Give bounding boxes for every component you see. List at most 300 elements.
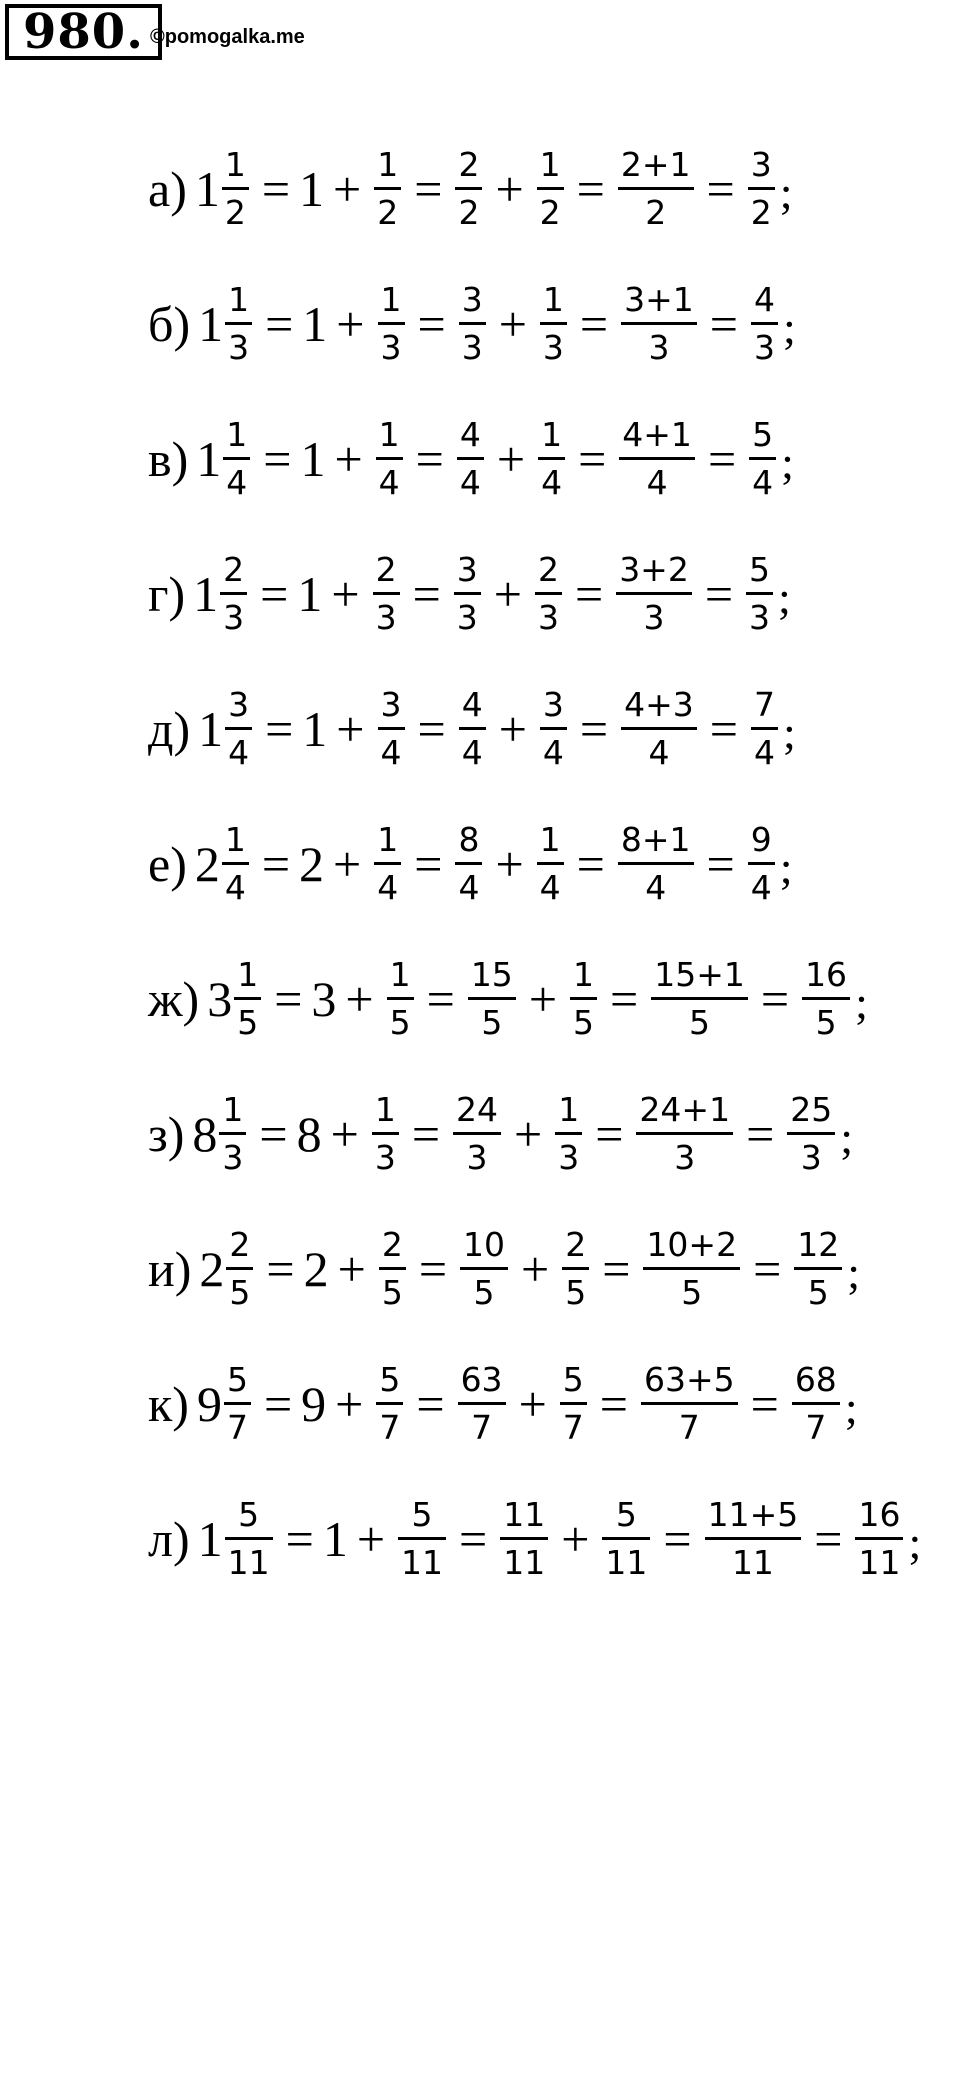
fraction	[378, 280, 405, 367]
plus-sign: +	[495, 160, 524, 217]
plus-sign: +	[345, 970, 374, 1027]
equation-row	[148, 1225, 861, 1312]
equals-sign: =	[459, 1510, 488, 1567]
equals-sign: =	[263, 430, 292, 487]
numerator: 15	[470, 955, 513, 994]
numerator: 3	[461, 280, 483, 319]
equals-sign: =	[750, 1375, 779, 1432]
fraction	[748, 820, 775, 907]
denominator: 7	[562, 1408, 584, 1447]
denominator: 2	[224, 193, 246, 232]
fraction	[618, 820, 694, 907]
equals-sign: =	[426, 970, 455, 1027]
whole-part: 1	[193, 565, 219, 622]
denominator: 4	[378, 463, 400, 502]
equals-sign: =	[261, 835, 291, 892]
denominator: 4	[377, 868, 399, 907]
plus-sign: +	[336, 295, 365, 352]
denominator: 5	[815, 1003, 837, 1042]
denominator: 3	[466, 1138, 488, 1177]
fraction	[602, 1495, 650, 1582]
item-label: а)	[148, 160, 187, 217]
numerator: 1	[558, 1090, 580, 1129]
fraction	[222, 820, 249, 907]
fraction	[621, 280, 697, 367]
plus-sign: +	[331, 565, 360, 622]
numerator: 24+1	[639, 1090, 731, 1129]
equals-sign: =	[595, 1105, 624, 1162]
fraction	[751, 280, 778, 367]
denominator: 3	[228, 328, 250, 367]
fraction	[787, 1090, 835, 1177]
whole-part: 1	[299, 160, 325, 217]
item-label: ж)	[148, 970, 200, 1027]
denominator: 4	[458, 868, 480, 907]
denominator: 11	[731, 1543, 774, 1582]
denominator: 3	[558, 1138, 580, 1177]
fraction	[374, 145, 401, 232]
fraction	[802, 955, 850, 1042]
whole-part: 3	[207, 970, 233, 1027]
whole-part: 1	[297, 565, 323, 622]
whole-part: 8	[192, 1105, 218, 1162]
numerator: 5	[238, 1495, 260, 1534]
denominator: 2	[539, 193, 561, 232]
equals-sign: =	[709, 295, 738, 352]
fraction	[223, 415, 250, 502]
fraction	[225, 685, 252, 772]
fraction	[570, 955, 597, 1042]
whole-part: 2	[299, 835, 325, 892]
equals-sign: =	[707, 430, 737, 487]
fraction	[540, 280, 567, 367]
numerator: 10+2	[646, 1225, 738, 1264]
plus-sign: +	[498, 295, 527, 352]
mixed-number	[194, 145, 253, 232]
fraction	[535, 550, 562, 637]
denominator: 2	[750, 193, 772, 232]
equals-sign: =	[285, 1510, 314, 1567]
fraction	[398, 1495, 446, 1582]
equation-row	[148, 550, 791, 637]
numerator: 1	[539, 820, 561, 859]
numerator: 1	[224, 145, 246, 184]
item-label: б)	[148, 295, 191, 352]
denominator: 11	[401, 1543, 444, 1582]
mixed-number	[194, 820, 253, 907]
semicolon: ;	[782, 301, 796, 353]
whole-part: 1	[302, 295, 328, 352]
plus-sign: +	[333, 835, 362, 892]
equals-sign: =	[265, 295, 294, 352]
semicolon: ;	[908, 1516, 922, 1568]
numerator: 1	[389, 955, 411, 994]
equals-sign: =	[412, 565, 441, 622]
plus-sign: +	[561, 1510, 590, 1567]
fraction	[792, 1360, 840, 1447]
denominator: 3	[749, 598, 771, 637]
plus-sign: +	[495, 835, 524, 892]
numerator: 4+3	[624, 685, 694, 724]
plus-sign: +	[330, 1105, 359, 1162]
denominator: 5	[473, 1273, 495, 1312]
equals-sign: =	[746, 1105, 775, 1162]
fraction	[234, 955, 261, 1042]
mixed-number	[196, 415, 254, 502]
fraction	[453, 1090, 501, 1177]
semicolon: ;	[779, 841, 793, 893]
denominator: 7	[805, 1408, 827, 1447]
denominator: 4	[226, 463, 248, 502]
equals-sign: =	[576, 160, 605, 217]
equation-row	[148, 415, 794, 502]
whole-part: 1	[300, 430, 326, 487]
fraction	[619, 415, 695, 502]
semicolon: ;	[781, 436, 794, 488]
fraction	[220, 550, 247, 637]
fraction	[560, 1360, 587, 1447]
denominator: 3	[643, 598, 665, 637]
whole-part: 3	[311, 970, 337, 1027]
numerator: 3	[456, 550, 478, 589]
whole-part: 1	[322, 1510, 348, 1567]
numerator: 2	[229, 1225, 251, 1264]
mixed-number	[198, 685, 256, 772]
numerator: 63+5	[643, 1360, 735, 1399]
equals-sign: =	[663, 1510, 692, 1567]
numerator: 3	[750, 145, 772, 184]
equals-sign: =	[266, 1240, 295, 1297]
numerator: 9	[750, 820, 772, 859]
numerator: 3	[228, 685, 250, 724]
denominator: 3	[542, 328, 564, 367]
numerator: 1	[377, 145, 399, 184]
numerator: 5	[379, 1360, 401, 1399]
equals-sign: =	[414, 160, 443, 217]
numerator: 1	[237, 955, 259, 994]
fraction	[621, 685, 697, 772]
fraction	[555, 1090, 582, 1177]
equation-row	[148, 820, 793, 907]
fraction	[705, 1495, 802, 1582]
numerator: 5	[752, 415, 774, 454]
plus-sign: +	[521, 1240, 550, 1297]
item-label: в)	[148, 430, 189, 487]
numerator: 25	[790, 1090, 833, 1129]
whole-part: 1	[198, 700, 224, 757]
denominator: 3	[380, 328, 402, 367]
plus-sign: +	[493, 565, 522, 622]
numerator: 7	[753, 685, 775, 724]
fraction	[376, 415, 403, 502]
plus-sign: +	[498, 700, 527, 757]
numerator: 4+1	[622, 415, 692, 454]
equals-sign: =	[760, 970, 790, 1027]
numerator: 3+1	[624, 280, 694, 319]
denominator: 3	[753, 328, 775, 367]
numerator: 1	[378, 415, 400, 454]
fraction	[641, 1360, 738, 1447]
numerator: 1	[542, 280, 564, 319]
numerator: 5	[226, 1360, 248, 1399]
numerator: 68	[794, 1360, 837, 1399]
fraction	[748, 145, 775, 232]
plus-sign: +	[336, 700, 365, 757]
denominator: 4	[461, 733, 483, 772]
fraction	[222, 145, 249, 232]
fraction	[379, 1225, 406, 1312]
mixed-number	[198, 280, 256, 367]
denominator: 7	[379, 1408, 401, 1447]
denominator: 11	[858, 1543, 901, 1582]
numerator: 2	[565, 1225, 587, 1264]
whole-part: 9	[301, 1375, 327, 1432]
fraction	[562, 1225, 589, 1312]
fraction	[855, 1495, 903, 1582]
equals-sign: =	[602, 1240, 631, 1297]
numerator: 1	[374, 1090, 396, 1129]
semicolon: ;	[855, 976, 868, 1028]
whole-part: 1	[198, 295, 224, 352]
equation-row	[148, 1090, 854, 1177]
fraction	[643, 1225, 740, 1312]
equation-row	[148, 1495, 922, 1582]
numerator: 1	[380, 280, 402, 319]
denominator: 5	[681, 1273, 703, 1312]
numerator: 4	[459, 415, 481, 454]
mixed-number	[199, 1225, 257, 1312]
fraction	[378, 685, 405, 772]
fraction	[651, 955, 748, 1042]
whole-part: 2	[303, 1240, 329, 1297]
denominator: 4	[752, 463, 774, 502]
denominator: 7	[678, 1408, 700, 1447]
equals-sign: =	[578, 430, 607, 487]
equals-sign: =	[274, 970, 303, 1027]
equals-sign: =	[814, 1510, 843, 1567]
denominator: 4	[648, 733, 670, 772]
denominator: 5	[381, 1273, 403, 1312]
equals-sign: =	[415, 430, 444, 487]
denominator: 3	[374, 1138, 396, 1177]
numerator: 12	[797, 1225, 840, 1264]
semicolon: ;	[782, 706, 796, 758]
numerator: 3	[380, 685, 402, 724]
denominator: 2	[645, 193, 667, 232]
item-label: е)	[148, 835, 187, 892]
equation-row	[148, 1360, 858, 1447]
denominator: 3	[648, 328, 670, 367]
fraction	[618, 145, 694, 232]
numerator: 2	[375, 550, 397, 589]
fraction	[225, 280, 252, 367]
mixed-number	[196, 1360, 255, 1447]
numerator: 16	[805, 955, 848, 994]
equals-sign: =	[599, 1375, 628, 1432]
equals-sign: =	[416, 1375, 445, 1432]
equals-sign: =	[417, 295, 446, 352]
plus-sign: +	[514, 1105, 543, 1162]
numerator: 1	[222, 1090, 244, 1129]
denominator: 11	[227, 1543, 270, 1582]
numerator: 3+2	[619, 550, 689, 589]
equals-sign: =	[259, 1105, 288, 1162]
numerator: 8+1	[620, 820, 691, 859]
denominator: 2	[377, 193, 399, 232]
fraction	[458, 1360, 506, 1447]
equals-sign: =	[579, 700, 609, 757]
denominator: 4	[542, 733, 564, 772]
fraction	[538, 415, 565, 502]
numerator: 16	[858, 1495, 901, 1534]
equation-row	[148, 145, 793, 232]
numerator: 5	[562, 1360, 584, 1399]
fraction	[749, 415, 776, 502]
denominator: 4	[539, 868, 561, 907]
item-label: з)	[148, 1105, 185, 1162]
numerator: 1	[539, 145, 561, 184]
equals-sign: =	[579, 295, 609, 352]
equals-sign: =	[574, 565, 604, 622]
fraction	[537, 145, 564, 232]
numerator: 2+1	[620, 145, 691, 184]
semicolon: ;	[844, 1381, 858, 1433]
denominator: 3	[223, 598, 245, 637]
denominator: 4	[224, 868, 246, 907]
plus-sign: +	[334, 430, 363, 487]
denominator: 3	[456, 598, 478, 637]
denominator: 4	[645, 868, 667, 907]
fraction	[459, 685, 486, 772]
plus-sign: +	[518, 1375, 547, 1432]
denominator: 3	[800, 1138, 822, 1177]
plus-sign: +	[496, 430, 526, 487]
whole-part: 9	[196, 1375, 222, 1432]
plus-sign: +	[528, 970, 558, 1027]
semicolon: ;	[840, 1111, 854, 1163]
fraction	[459, 280, 486, 367]
mixed-number	[193, 550, 251, 637]
denominator: 5	[689, 1003, 711, 1042]
denominator: 3	[222, 1138, 244, 1177]
denominator: 3	[461, 328, 483, 367]
fraction	[387, 955, 414, 1042]
numerator: 5	[749, 550, 771, 589]
fraction	[219, 1090, 246, 1177]
numerator: 15+1	[654, 955, 745, 994]
numerator: 2	[537, 550, 559, 589]
numerator: 1	[573, 955, 595, 994]
numerator: 11+5	[707, 1495, 799, 1534]
semicolon: ;	[847, 1246, 861, 1298]
denominator: 4	[459, 463, 481, 502]
numerator: 8	[458, 820, 480, 859]
denominator: 3	[537, 598, 559, 637]
numerator: 4	[461, 685, 483, 724]
equation-row	[148, 685, 796, 772]
fraction	[226, 1225, 253, 1312]
denominator: 5	[237, 1003, 259, 1042]
denominator: 4	[646, 463, 668, 502]
equals-sign: =	[706, 160, 735, 217]
numerator: 2	[223, 550, 245, 589]
denominator: 11	[503, 1543, 546, 1582]
numerator: 3	[542, 685, 564, 724]
whole-part: 1	[196, 430, 222, 487]
fraction	[374, 820, 401, 907]
denominator: 4	[753, 733, 775, 772]
equals-sign: =	[260, 565, 289, 622]
denominator: 7	[226, 1408, 248, 1447]
denominator: 7	[471, 1408, 493, 1447]
equals-sign: =	[709, 700, 738, 757]
denominator: 5	[229, 1273, 251, 1312]
denominator: 4	[750, 868, 772, 907]
denominator: 2	[458, 193, 480, 232]
fraction	[454, 550, 481, 637]
denominator: 5	[565, 1273, 587, 1312]
equals-sign: =	[411, 1105, 441, 1162]
mixed-number	[192, 1090, 250, 1177]
denominator: 5	[481, 1003, 503, 1042]
fraction	[540, 685, 567, 772]
item-label: к)	[148, 1375, 189, 1432]
numerator: 24	[456, 1090, 499, 1129]
denominator: 4	[541, 463, 563, 502]
numerator: 1	[541, 415, 563, 454]
fraction	[460, 1225, 508, 1312]
equals-sign: =	[261, 160, 291, 217]
fraction	[373, 550, 400, 637]
fraction	[794, 1225, 842, 1312]
denominator: 3	[674, 1138, 696, 1177]
fraction	[376, 1360, 403, 1447]
equals-sign: =	[414, 835, 443, 892]
fraction	[225, 1495, 273, 1582]
numerator: 2	[458, 145, 480, 184]
problem-number: 980.	[5, 4, 162, 60]
numerator: 1	[228, 280, 250, 319]
denominator: 5	[573, 1003, 595, 1042]
fraction	[372, 1090, 399, 1177]
equals-sign: =	[263, 1375, 293, 1432]
semicolon: ;	[779, 166, 793, 218]
denominator: 5	[389, 1003, 411, 1042]
plus-sign: +	[333, 160, 362, 217]
numerator: 63	[460, 1360, 503, 1399]
denominator: 4	[228, 733, 250, 772]
equation-row	[148, 280, 796, 367]
numerator: 5	[411, 1495, 433, 1534]
fraction	[500, 1495, 548, 1582]
whole-part: 1	[302, 700, 328, 757]
plus-sign: +	[335, 1375, 364, 1432]
whole-part: 2	[199, 1240, 225, 1297]
fraction	[751, 685, 778, 772]
numerator: 1	[377, 820, 399, 859]
item-label: д)	[148, 700, 191, 757]
fraction	[455, 820, 482, 907]
equals-sign: =	[704, 565, 734, 622]
numerator: 10	[463, 1225, 506, 1264]
equals-sign: =	[706, 835, 735, 892]
equals-sign: =	[417, 700, 446, 757]
item-label: и)	[148, 1240, 192, 1297]
numerator: 4	[753, 280, 775, 319]
item-label: л)	[148, 1510, 190, 1567]
denominator: 4	[380, 733, 402, 772]
numerator: 1	[224, 820, 246, 859]
